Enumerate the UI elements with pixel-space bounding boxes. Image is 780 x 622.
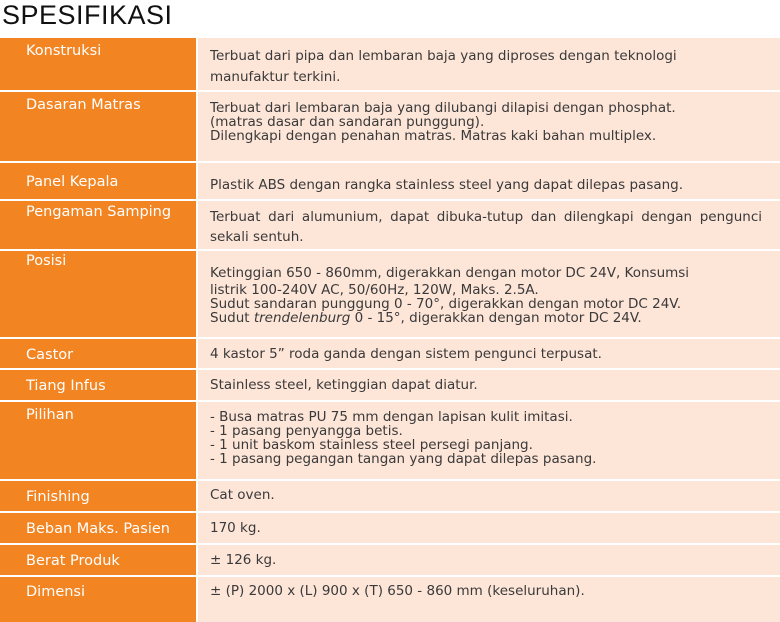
value-line: - 1 unit baskom stainless steel persegi panjang. <box>210 437 533 453</box>
value-line: Plastik ABS dengan rangka stainless steel yang dapat dilepas pasang. <box>210 177 684 193</box>
spec-row-beban-maks <box>0 513 780 545</box>
row-value <box>198 92 780 161</box>
value-line: - 1 pasang pegangan tangan yang dapat dilepas pasang. <box>210 451 597 467</box>
value-line: Stainless steel, ketinggian dapat diatur. <box>210 377 478 393</box>
value-line: - 1 pasang penyangga betis. <box>210 423 403 439</box>
page-title: SPESIFIKASI <box>2 0 173 30</box>
value-line <box>210 311 762 325</box>
row-label: Beban Maks. Pasien <box>0 513 196 543</box>
row-label: Berat Produk <box>0 545 196 575</box>
row-value <box>198 339 780 368</box>
spec-table <box>0 38 780 622</box>
italic-term: trendelenburg <box>253 310 351 326</box>
value-line: Ketinggian 650 - 860mm, digerakkan dengan motor DC 24V, Konsumsi <box>210 265 690 281</box>
row-value <box>198 251 780 337</box>
row-value <box>198 38 780 90</box>
row-label: Pengaman Samping <box>0 201 196 249</box>
row-label: Posisi <box>0 251 196 337</box>
spec-row-tiang-infus <box>0 370 780 402</box>
value-line: 4 kastor 5” roda ganda dengan sistem pengunci terpusat. <box>210 346 602 362</box>
row-value <box>198 545 780 575</box>
spec-row-pilihan <box>0 402 780 481</box>
row-label: Finishing <box>0 481 196 511</box>
row-value <box>198 513 780 543</box>
spec-row-berat-produk <box>0 545 780 577</box>
row-value <box>198 201 780 249</box>
value-line: listrik 100-240V AC, 50/60Hz, 120W, Maks. 2.5A. <box>210 282 539 298</box>
value-line: - Busa matras PU 75 mm dengan lapisan kulit imitasi. <box>210 409 573 425</box>
row-label: Pilihan <box>0 402 196 479</box>
row-label: Tiang Infus <box>0 370 196 400</box>
spec-row-dimensi <box>0 577 780 622</box>
spec-row-dasaran-matras <box>0 92 780 163</box>
row-value <box>198 163 780 199</box>
value-line: 170 kg. <box>210 520 261 536</box>
value-line: manufaktur terkini. <box>210 69 341 85</box>
value-line: ± 126 kg. <box>210 552 277 568</box>
spec-row-finishing <box>0 481 780 513</box>
row-value <box>198 577 780 622</box>
value-line: (matras dasar dan sandaran punggung). <box>210 114 485 130</box>
row-label: Panel Kepala <box>0 163 196 199</box>
row-label: Castor <box>0 339 196 368</box>
row-label: Dasaran Matras <box>0 92 196 161</box>
text: Sudut <box>210 310 254 326</box>
value-line: Dilengkapi dengan penahan matras. Matras kaki bahan multiplex. <box>210 128 657 144</box>
row-value <box>198 370 780 400</box>
value-line: Terbuat dari pipa dan lembaran baja yang diproses dengan teknologi <box>210 48 677 64</box>
value-line: Terbuat dari alumunium, dapat dibuka-tutup dan dilengkapi dengan pengunci sekali sentuh. <box>210 209 762 245</box>
row-value <box>198 481 780 511</box>
text: 0 - 15°, digerakkan dengan motor DC 24V. <box>350 310 642 326</box>
spec-row-pengaman-samping <box>0 201 780 251</box>
row-label: Dimensi <box>0 577 196 622</box>
row-value <box>198 402 780 479</box>
spec-row-panel-kepala <box>0 163 780 201</box>
spec-row-konstruksi <box>0 38 780 92</box>
value-line: Terbuat dari lembaran baja yang dilubangi dilapisi dengan phosphat. <box>210 100 676 116</box>
spec-row-castor <box>0 339 780 370</box>
row-label: Konstruksi <box>0 38 196 90</box>
value-line: Sudut sandaran punggung 0 - 70°, digerakkan dengan motor DC 24V. <box>210 296 682 312</box>
value-line: Cat oven. <box>210 487 275 503</box>
spec-row-posisi <box>0 251 780 339</box>
value-line: ± (P) 2000 x (L) 900 x (T) 650 - 860 mm (keseluruhan). <box>210 583 585 599</box>
